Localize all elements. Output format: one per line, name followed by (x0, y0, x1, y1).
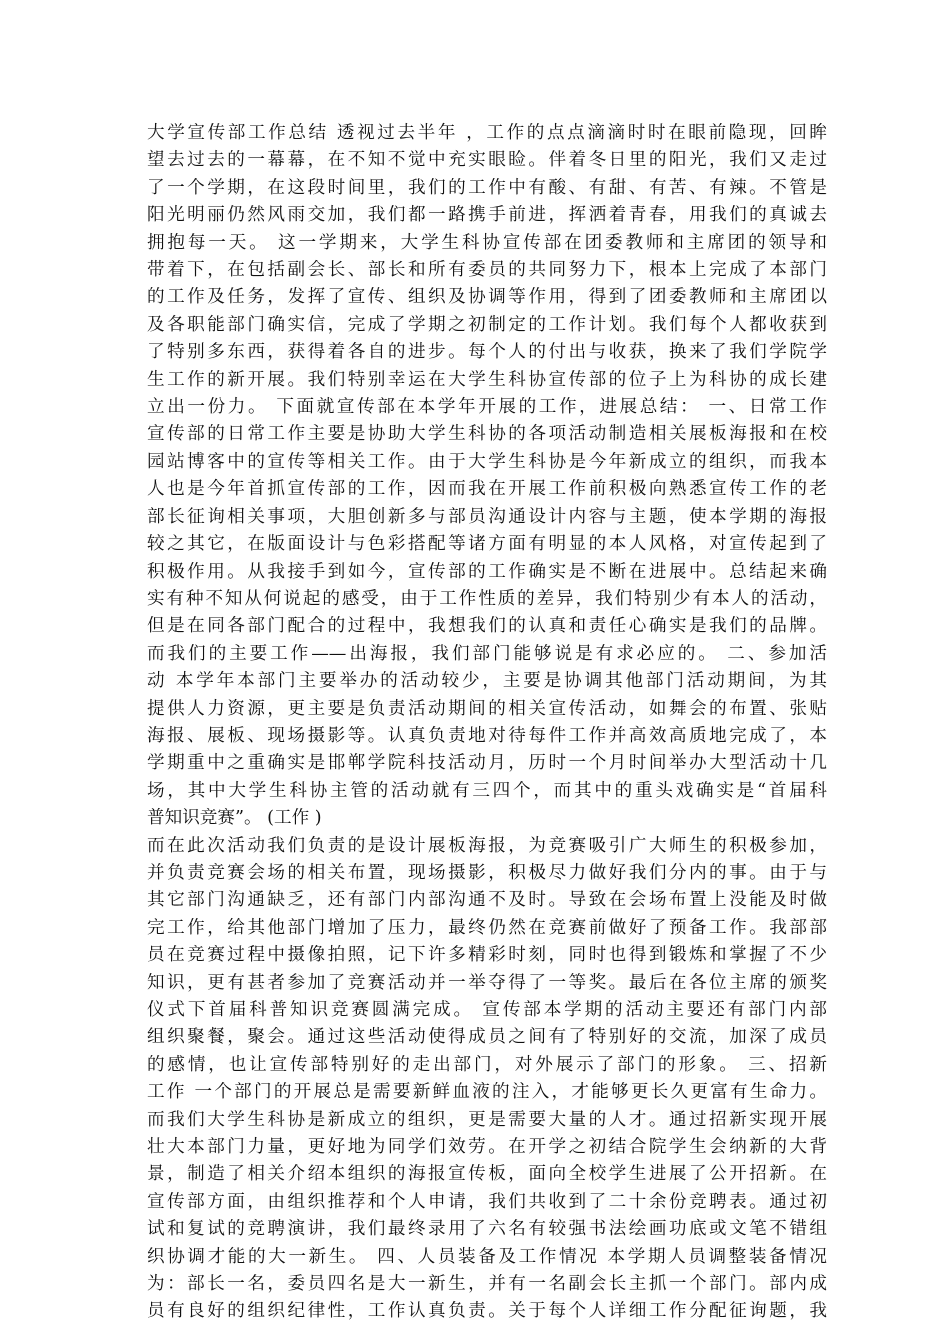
text-line: 的感情，也让宣传部特别好的走出部门，对外展示了部门的形象。 三、招新 (147, 1054, 827, 1075)
text-line: 生工作的新开展。我们特别幸运在大学生科协宣传部的位子上为科协的成长建 (147, 369, 827, 390)
text-line: 的工作及任务，发挥了宣传、组织及协调等作用，得到了团委教师和主席团以 (147, 287, 827, 308)
text-line: 仪式下首届科普知识竞赛圆满完成。 宣传部本学期的活动主要还有部门内部 (147, 1000, 827, 1020)
text-line: 实有种不知从何说起的感受，由于工作性质的差异，我们特别少有本人的活动， (147, 588, 827, 609)
text-line: 为：部长一名，委员四名是大一新生，并有一名副会长主抓一个部门。部内成 (147, 1274, 827, 1295)
text-line: 员在竞赛过程中摄像拍照，记下许多精彩时刻，同时也得到锻炼和掌握了不少 (147, 945, 827, 966)
text-line: 人也是今年首抓宣传部的工作，因而我在开展工作前积极向熟悉宣传工作的老 (147, 479, 827, 500)
text-line: 而在此次活动我们负责的是设计展板海报，为竞赛吸引广大师生的积极参加， (147, 835, 827, 856)
text-line: 部长征询相关事项，大胆创新多与部员沟通设计内容与主题，使本学期的海报 (147, 506, 827, 527)
text-line: 积极作用。从我接手到如今，宣传部的工作确实是不断在进展中。总结起来确 (147, 561, 827, 582)
document-body (147, 120, 827, 1326)
text-line: 景，制造了相关介绍本组织的海报宣传板，面向全校学生进展了公开招新。在 (147, 1164, 827, 1185)
paragraph-1 (147, 120, 827, 833)
text-line: 海报、展板、现场摄影等。认真负责地对待每件工作并高效高质地完成了，本 (147, 725, 827, 746)
paragraph-2 (147, 833, 827, 1326)
text-line: 拥抱每一天。 这一学期来，大学生科协宣传部在团委教师和主席团的领导和 (147, 232, 827, 253)
text-line: 阳光明丽仍然风雨交加，我们都一路携手前进，挥洒着青春，用我们的真诚去 (147, 205, 827, 226)
text-line: 其它部门沟通缺乏，还有部门内部沟通不及时。导致在会场布置上没能及时做 (147, 890, 827, 911)
text-line: 场，其中大学生科协主管的活动就有三四个，而其中的重头戏确实是“首届科 (147, 780, 827, 801)
text-line: 而我们的主要工作——出海报，我们部门能够说是有求必应的。 二、参加活 (147, 643, 827, 664)
text-line: 织协调才能的大一新生。 四、人员装备及工作情况 本学期人员调整装备情况 (147, 1246, 827, 1267)
text-line: 了特别多东西，获得着各自的进步。每个人的付出与收获，换来了我们学院学 (147, 342, 827, 363)
text-line: 学期重中之重确实是邯郸学院科技活动月，历时一个月时间举办大型活动十几 (147, 753, 827, 774)
text-line: 壮大本部门力量，更好地为同学们效劳。在开学之初结合院学生会纳新的大背 (147, 1137, 827, 1158)
text-line: 大学宣传部工作总结 透视过去半年 ，工作的点点滴滴时时在眼前隐现，回眸 (147, 123, 827, 143)
text-line: 知识，更有甚者参加了竞赛活动并一举夺得了一等奖。最后在各位主席的颁奖 (147, 972, 827, 993)
text-line: 员有良好的组织纪律性，工作认真负责。关于每个人详细工作分配征询题，我 (147, 1301, 827, 1322)
text-line: 较之其它，在版面设计与色彩搭配等诸方面有明显的本人风格，对宣传起到了 (147, 534, 827, 555)
text-line: 园站博客中的宣传等相关工作。由于大学生科协是今年新成立的组织，而我本 (147, 451, 827, 472)
text-line: 组织聚餐，聚会。通过这些活动使得成员之间有了特别好的交流，加深了成员 (147, 1027, 827, 1048)
text-line: 工作 一个部门的开展总是需要新鲜血液的注入，才能够更长久更富有生命力。 (147, 1082, 827, 1103)
text-line: 动 本学年本部门主要举办的活动较少，主要是协调其他部门活动期间，为其 (147, 671, 827, 692)
text-line: 带着下，在包括副会长、部长和所有委员的共同努力下，根本上完成了本部门 (147, 260, 827, 281)
text-line: 宣传部的日常工作主要是协助大学生科协的各项活动制造相关展板海报和在校 (147, 424, 827, 445)
text-line: 但是在同各部门配合的过程中，我想我们的认真和责任心确实是我们的品牌。 (147, 616, 827, 637)
text-line: 了一个学期，在这段时间里，我们的工作中有酸、有甜、有苦、有辣。不管是 (147, 177, 827, 198)
text-line: 普知识竞赛”。 (工作 ) (147, 808, 322, 829)
text-line: 完工作，给其他部门增加了压力，最终仍然在竞赛前做好了预备工作。我部部 (147, 917, 827, 938)
text-line: 试和复试的竞聘演讲，我们最终录用了六名有较强书法绘画功底或文笔不错组 (147, 1219, 827, 1240)
text-line: 及各职能部门确实信，完成了学期之初制定的工作计划。我们每个人都收获到 (147, 314, 827, 335)
text-line: 提供人力资源，更主要是负责活动期间的相关宣传活动，如舞会的布置、张贴 (147, 698, 827, 719)
text-line: 宣传部方面，由组织推荐和个人申请，我们共收到了二十余份竞聘表。通过初 (147, 1191, 827, 1212)
text-line: 立出一份力。 下面就宣传部在本学年开展的工作，进展总结： 一、日常工作 (147, 397, 827, 418)
text-line: 并负责竞赛会场的相关布置，现场摄影，积极尽力做好我们分内的事。由于与 (147, 862, 827, 883)
text-line: 望去过去的一幕幕，在不知不觉中充实眼睑。伴着冬日里的阳光，我们又走过 (147, 150, 827, 171)
text-line: 而我们大学生科协是新成立的组织，更是需要大量的人才。通过招新实现开展 (147, 1109, 827, 1130)
